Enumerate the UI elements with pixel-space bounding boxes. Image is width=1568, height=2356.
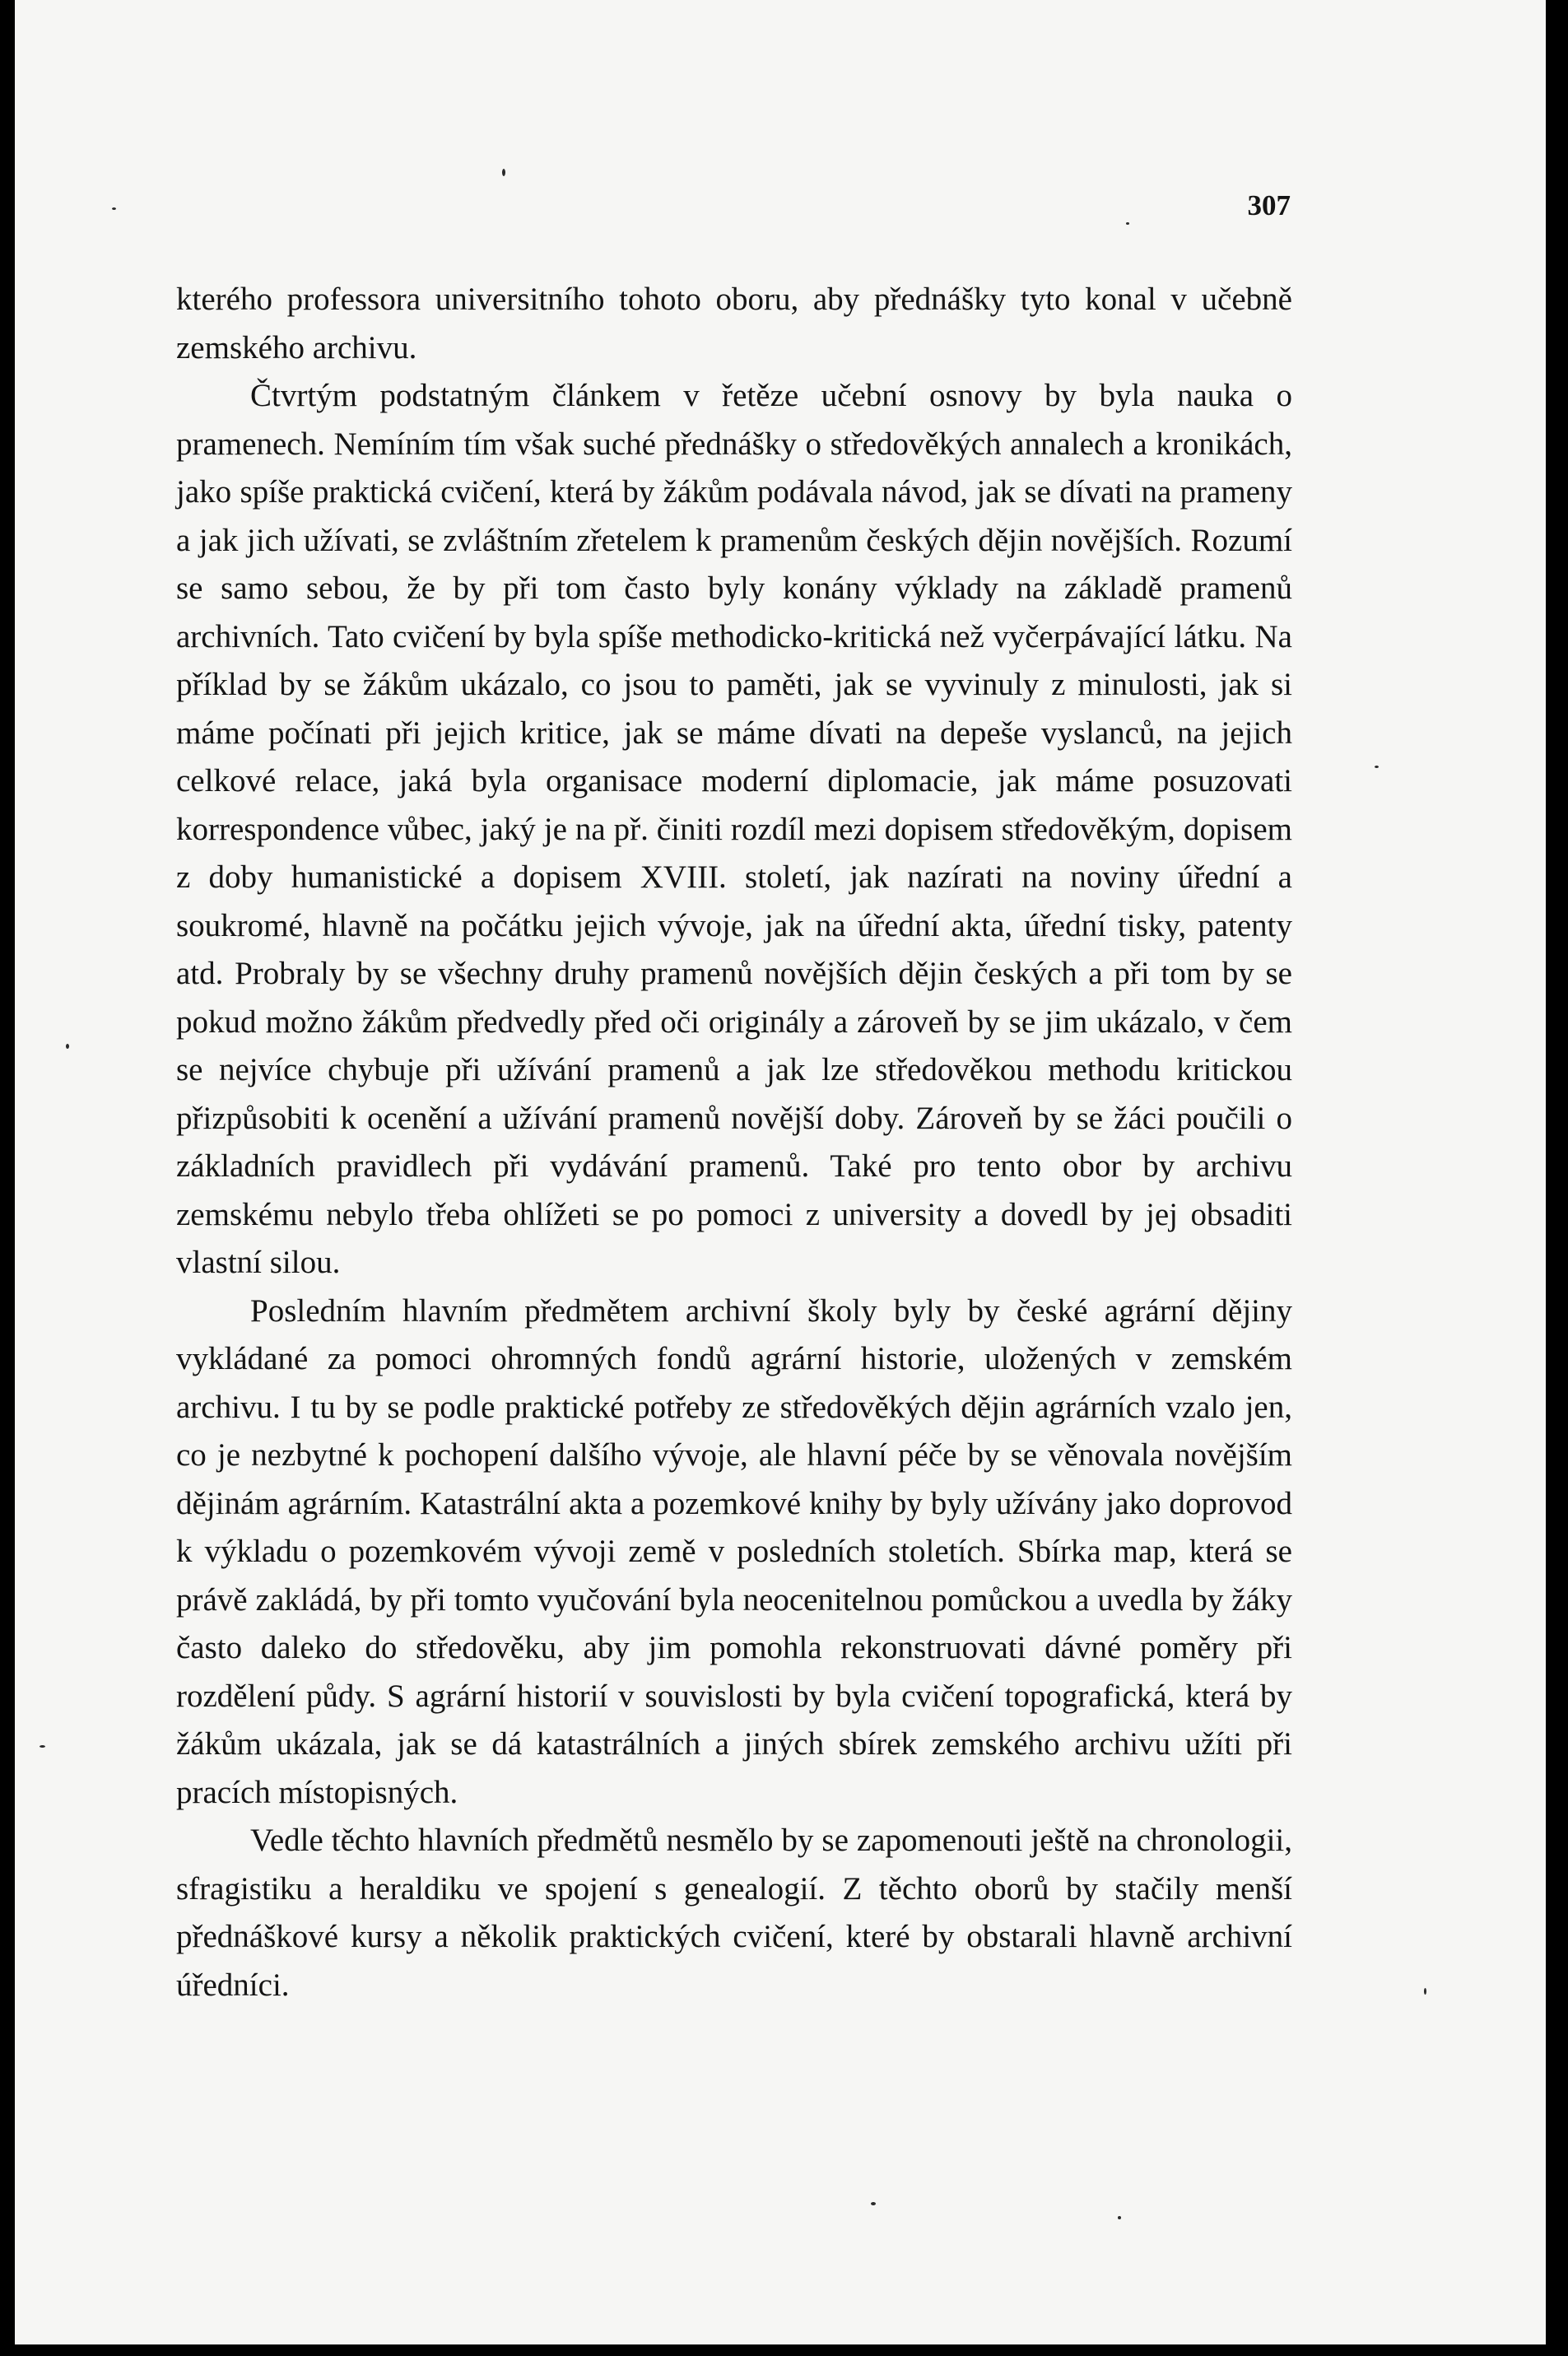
paragraph-continuation: kterého professora universitního tohoto oboru, aby přednášky tyto konal v učebně zemského archivu. [176, 282, 1292, 366]
print-speck [66, 1044, 69, 1049]
print-speck [1126, 222, 1129, 225]
print-speck [1375, 766, 1379, 768]
paragraph-agrarian-history: Posledním hlavním předmětem archivní školy byly by české agrární dějiny vykládané za pomoci ohromných fondů agrární historie, uložených v zemském archivu. I tu by se podle praktické potřeby ze středověkých dějin agrárních vzalo jen, co je nezbytné k pochopení dalšího vývoje, ale hlavní péče by se věnovala novějším dějinám agrárním. Katastrální akta a pozemkové knihy by byly užívány jako doprovod k výkladu o pozemkovém vývoji země v posledních stoletích. Sbírka map, která se právě zakládá, by při tomto vyučování byla neocenitelnou pomůckou a uvedla by žáky často daleko do středověku, aby jim pomohla rekonstruovati dávné poměry při rozdělení půdy. S agrární historií v souvislosti by byla cvičení topografická, která by žákům ukázala, jak se dá katastrálních a jiných sbírek zemského archivu užíti při pracích místopisných. [176, 1292, 1292, 1810]
print-speck [1118, 2216, 1121, 2219]
print-speck [871, 2202, 876, 2205]
print-speck [502, 169, 505, 176]
print-speck [40, 1745, 45, 1748]
paragraph-auxiliary-sciences: Vedle těchto hlavních předmětů nesmělo by se zapomenouti ještě na chronologii, sfragistiku a heraldiku ve spojení s genealogií. Z těchto oborů by stačily menší přednáškové kursy a několik praktických cvičení, které by obstarali hlavně archivní úředníci. [176, 1823, 1292, 2003]
page-number: 307 [1247, 189, 1291, 221]
print-speck [112, 207, 116, 210]
body-text [176, 276, 1292, 2009]
print-speck [1424, 1988, 1426, 1995]
paragraph-sources-teaching: Čtvrtým podstatným článkem v řetěze učební osnovy by byla nauka o pramenech. Nemíním tím však suché přednášky o středověkých annalech a kronikách, jako spíše praktická cvičení, která by žákům podávala návod, jak se dívati na prameny a jak jich užívati, se zvláštním zřetelem k pramenům českých dějin novějších. Rozumí se samo sebou, že by při tom často byly konány výklady na základě pramenů archivních. Tato cvičení by byla spíše methodicko-kritická než vyčerpávající látku. Na příklad by se žákům ukázalo, co jsou to paměti, jak se vyvinuly z minulosti, jak si máme počínati při jejich kritice, jak se máme dívati na depeše vyslanců, na jejich celkové relace, jaká byla organisace moderní diplomacie, jak máme posuzovati korrespondence vůbec, jaký je na př. činiti rozdíl mezi dopisem středověkým, dopisem z doby humanistické a dopisem XVIII. století, jak nazírati na noviny úřední a soukromé, hlavně na počátku jejich vývoje, jak na úřední akta, úřední tisky, patenty atd. Probraly by se všechny druhy pramenů novějších dějin českých a při tom by se pokud možno žákům předvedly před oči originály a zároveň by se jim ukázalo, v čem se nejvíce chybuje při užívání pramenů a jak lze středověkou methodu kritickou přizpůsobiti k ocenění a užívání pramenů novější doby. Zároveň by se žáci poučili o základních pravidlech při vydávání pramenů. Také pro tento obor by archivu zemskému nebylo třeba ohlížeti se po pomoci z university a dovedl by jej obsaditi vlastní silou. [176, 378, 1292, 1280]
scanned-page [15, 0, 1546, 2344]
